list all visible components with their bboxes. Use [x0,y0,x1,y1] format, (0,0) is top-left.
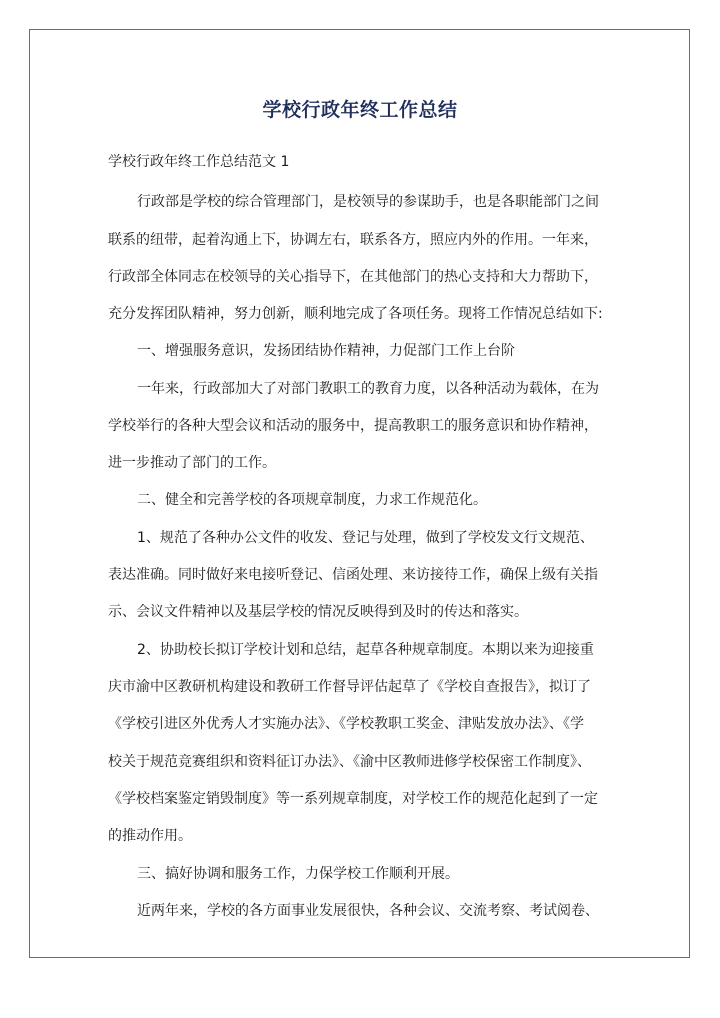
paragraph-line: 《学校引进区外优秀人才实施办法》、《学校教职工奖金、津贴发放办法》、《学 [108,716,584,732]
paragraph-line: 充分发挥团队精神，努力创新，顺利地完成了各项任务。现将工作情况总结如下: [108,306,603,322]
paragraph-line: 学校举行的各种大型会议和活动的服务中，提高教职工的服务意识和协作精神， [108,418,598,434]
paragraph-line: 《学校档案鉴定销毁制度》等一系列规章制度，对学校工作的规范化起到了一定 [108,791,598,807]
paragraph-line: 近两年来，学校的各方面事业发展很快，各种会议、交流考察、考试阅卷、 [137,903,599,919]
paragraph-line: 1、规范了各种办公文件的收发、登记与处理，做到了学校发文行文规范、 [137,530,594,546]
paragraph-line: 联系的纽带，起着沟通上下，协调左右，联系各方，照应内外的作用。一年来， [108,232,598,248]
paragraph-line: 校关于规范竞赛组织和资料征订办法》、《渝中区教师进修学校保密工作制度》、 [108,754,591,770]
paragraph-line: 庆市渝中区教研机构建设和教研工作督导评估起草了《学校自查报告》，拟订了 [108,679,591,695]
document-title: 学校行政年终工作总结 [262,99,458,121]
paragraph-line: 行政部是学校的综合管理部门，是校领导的参谋助手，也是各职能部门之间 [137,194,599,210]
paragraph-line: 2、协助校长拟订学校计划和总结，起草各种规章制度。本期以来为迎接重 [137,642,594,658]
paragraph-line: 示、会议文件精神以及基层学校的情况反映得到及时的传达和落实。 [108,604,528,620]
paragraph-line: 表达准确。同时做好来电接听登记、信函处理、来访接待工作，确保上级有关指 [108,567,598,583]
section-heading: 二、健全和完善学校的各项规章制度，力求工作规范化。 [137,492,487,508]
paragraph-line: 行政部全体同志在校领导的关心指导下，在其他部门的热心支持和大力帮助下， [108,269,598,285]
paragraph-line: 一年来，行政部加大了对部门教职工的教育力度，以各种活动为载体，在为 [137,381,599,397]
document-subtitle: 学校行政年终工作总结范文 1 [108,154,290,170]
paragraph-line: 进一步推动了部门的工作。 [108,455,276,471]
paragraph-line: 的推动作用。 [108,828,192,844]
section-heading: 三、搞好协调和服务工作，力保学校工作顺利开展。 [137,866,459,882]
section-heading: 一、增强服务意识，发扬团结协作精神，力促部门工作上台阶 [137,343,515,359]
